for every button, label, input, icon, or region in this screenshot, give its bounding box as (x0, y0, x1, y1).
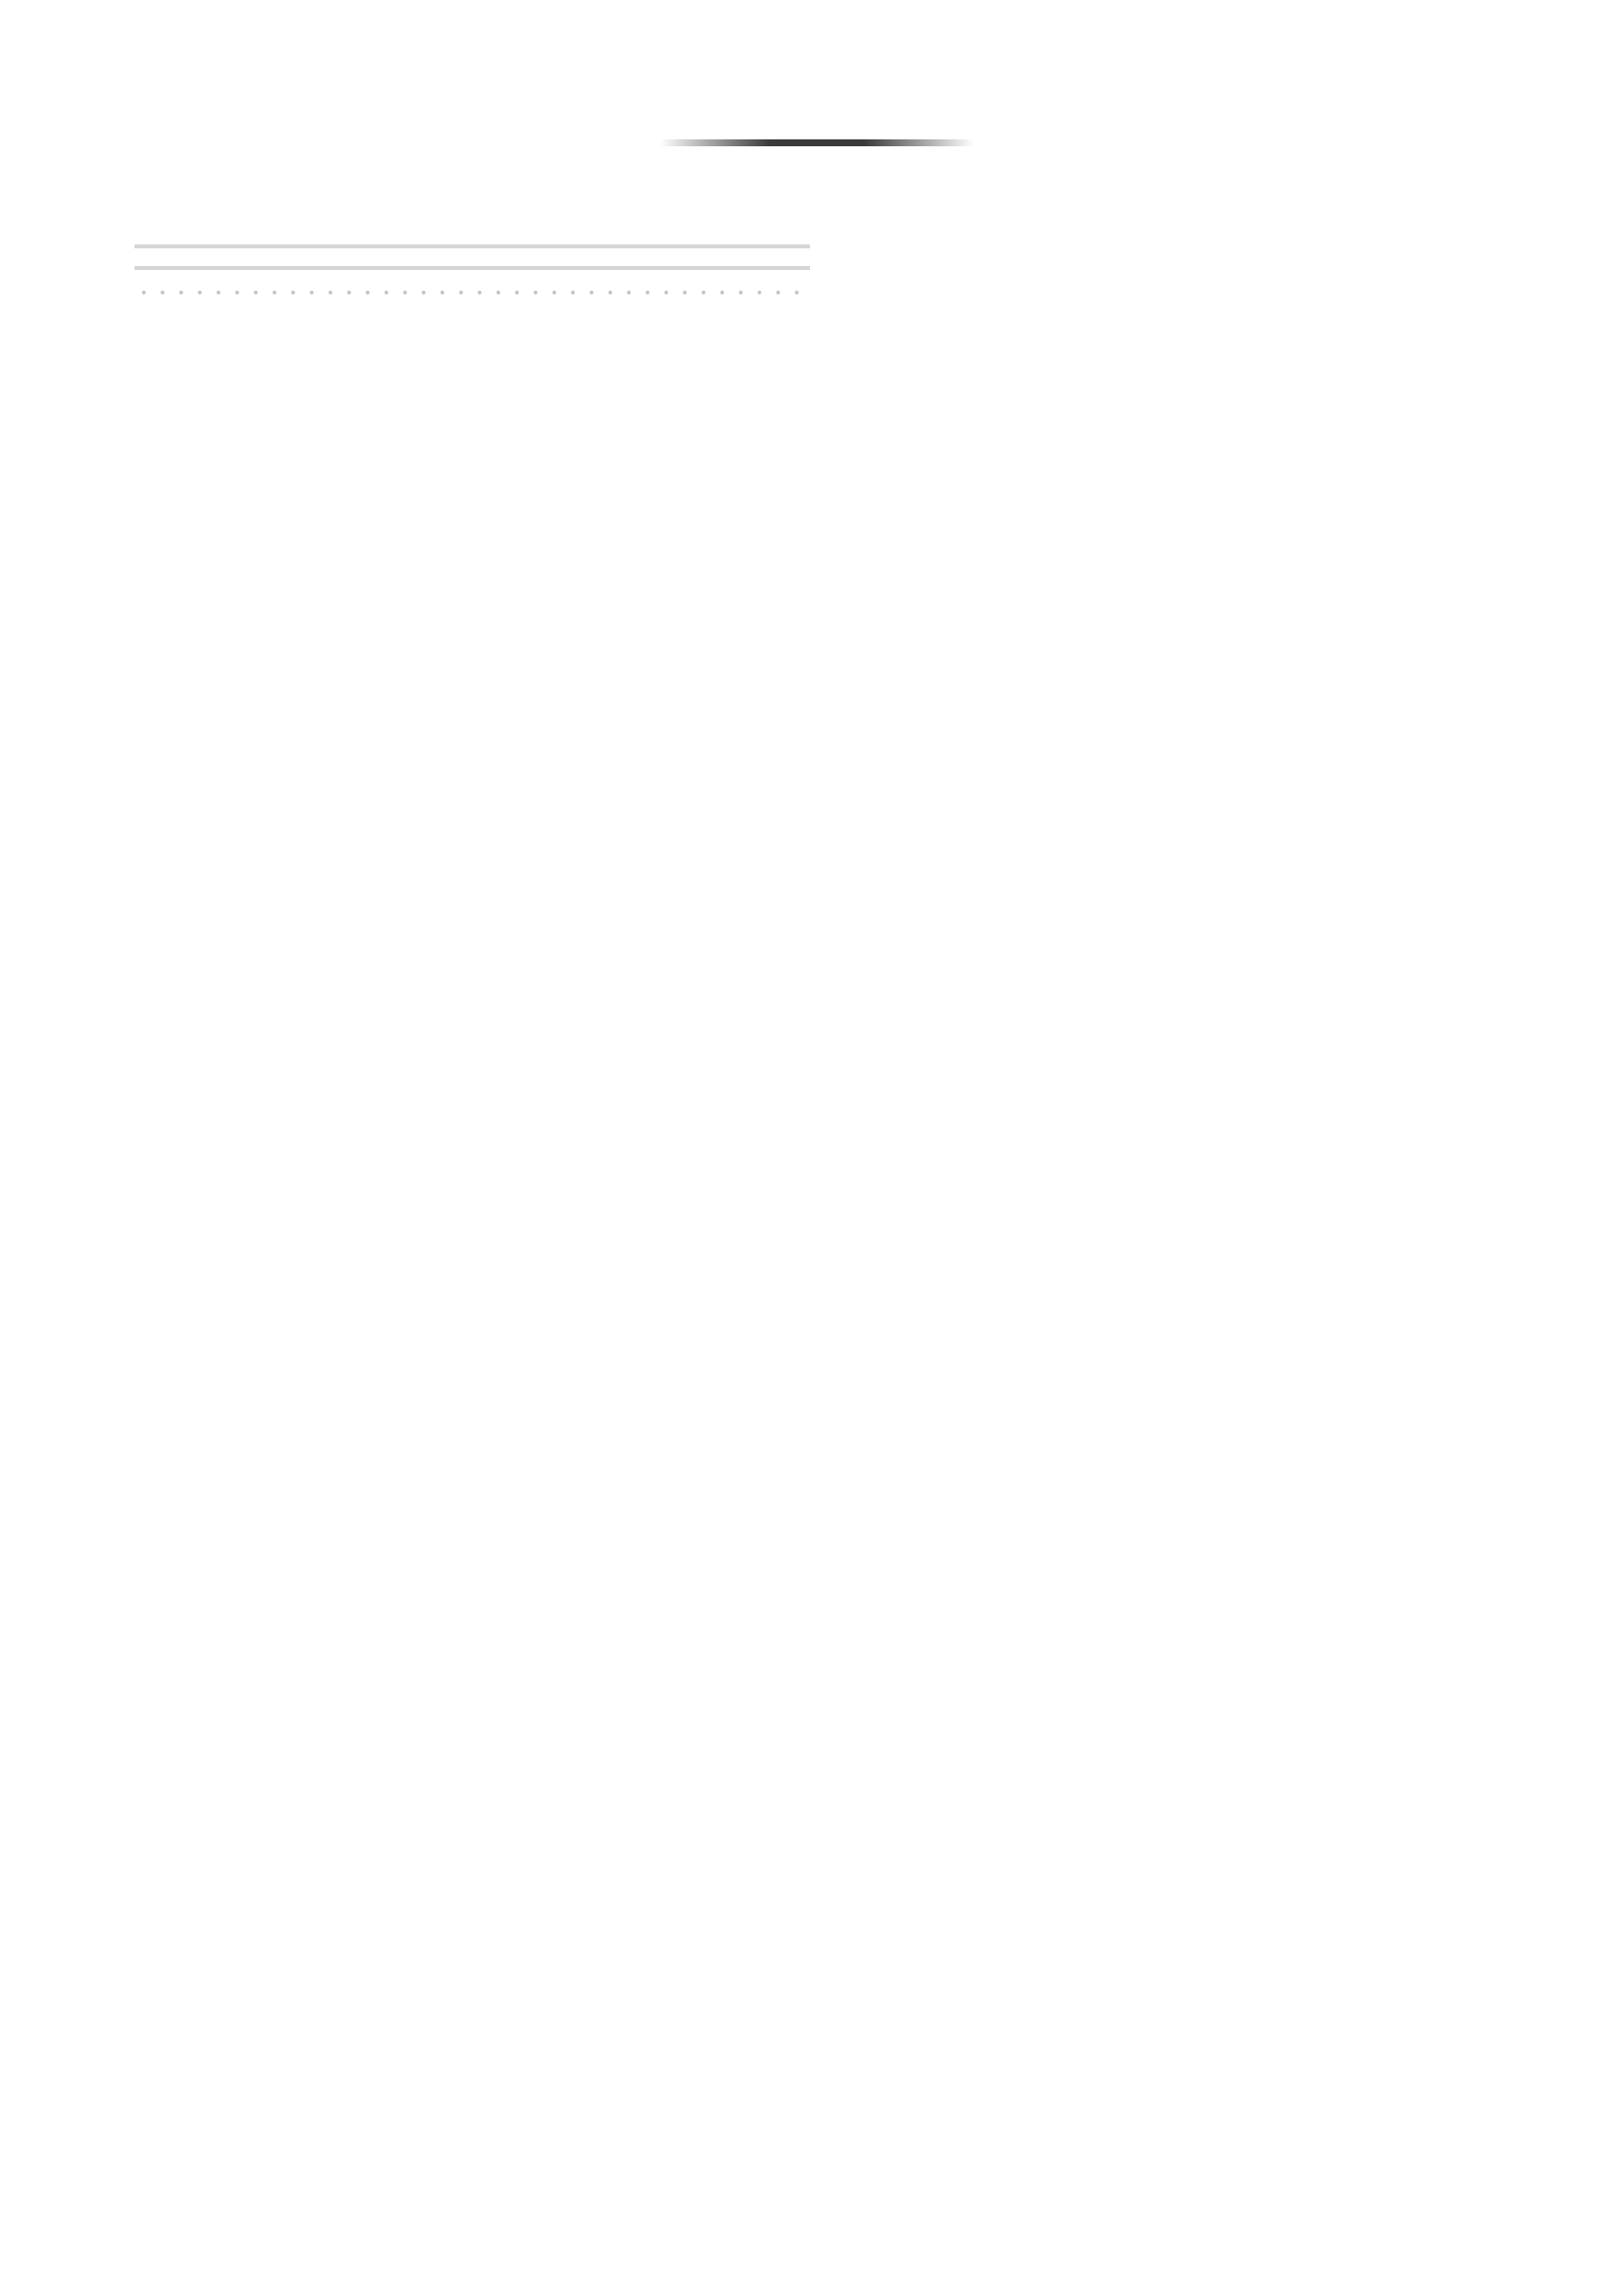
left-column (135, 216, 810, 324)
dotted-divider (135, 290, 810, 295)
section-1-heading (135, 244, 810, 270)
header-divider (660, 139, 974, 146)
right-column (833, 216, 1508, 244)
